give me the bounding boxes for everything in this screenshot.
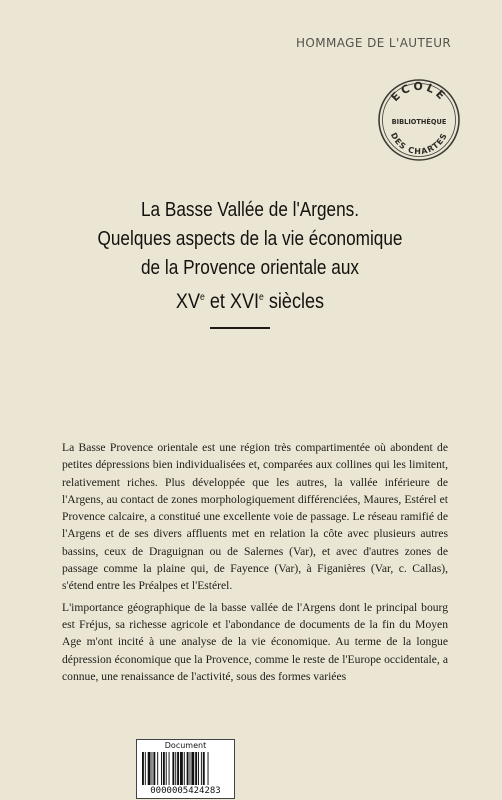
seal-middle-text: BIBLIOTHÈQUE: [391, 118, 447, 126]
barcode-label: Document: [164, 741, 207, 750]
title-siecles: siècles: [268, 290, 325, 313]
library-seal: [377, 78, 461, 162]
title-line-1: La Basse Vallée de l'Argens.: [140, 199, 360, 221]
barcode-bars: [142, 752, 230, 785]
paragraph-2: L'importance géographique de la basse vallée de l'Argens dont le principal bourg est Fréjus, sa richesse agricole et l'abondance de documents de la fin du Moyen Age m'ont incité à une analyse de la vie économique. Au terme de la longue dépression économique que la Provence, comme le reste de l'Europe occidentale, a connue, une renaissance de l'activité, sous des formes variées: [62, 600, 448, 683]
title-and: et: [209, 290, 225, 313]
author-stamp: HOMMAGE DE L'AUTEUR: [296, 36, 452, 50]
seal-lower-text: DES CHARTES: [388, 131, 450, 157]
seal-top-text: ECOLE: [388, 79, 450, 105]
body-text: [62, 439, 448, 685]
title-line-4: [87, 283, 414, 316]
barcode-number: 0000005424283: [150, 786, 221, 796]
paragraph-1: La Basse Provence orientale est une région très compartimentée où abondent de petites dépressions bien individualisées et, comparées aux collines qui les limitent, relativement riches. Plus développée que les autres, la vallée inférieure de l'Argens, au contact de zones morphologiquement différenciées, Maures, Estérel et Provence calcaire, a constitué une excellente voie de passage. Le réseau ramifié de l'Argens et de ses divers affluents met en relation la côte avec plusieurs autres bassins, ceux de Draguignan ou de Salernes (Var), et avec d'autres zones de passage comme la plaine qui, de Fayence (Var), à Figanières (Var, c. Callas), s'étend entre les Préalpes et l'Estérel.: [62, 441, 448, 593]
svg-text:DES CHARTES: [389, 131, 449, 156]
title-century-1: XV: [175, 290, 201, 313]
document-title: [87, 196, 414, 316]
title-century-2: XVI: [229, 290, 260, 313]
svg-text:ECOLE: [388, 80, 449, 104]
title-divider: [210, 327, 270, 329]
title-century-2-sup: e: [259, 292, 264, 303]
title-line-3: de la Provence orientale aux: [140, 257, 360, 279]
title-line-2: Quelques aspects de la vie économique: [97, 228, 403, 250]
title-century-1-sup: e: [200, 292, 205, 303]
document-barcode: [136, 739, 235, 799]
